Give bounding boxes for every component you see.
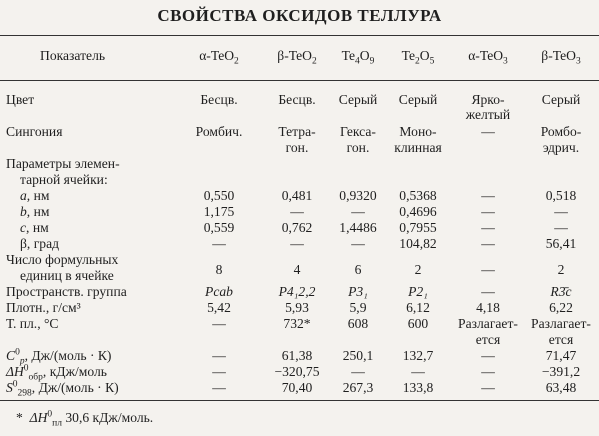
row-label-formula-units-2: единиц в ячейке bbox=[20, 268, 114, 283]
cell: Ярко- bbox=[471, 92, 505, 107]
cell: — bbox=[481, 284, 495, 299]
cell: Бесцв. bbox=[200, 92, 238, 107]
cell: — bbox=[481, 364, 495, 379]
cell: −391,2 bbox=[541, 364, 581, 379]
table-title: СВОЙСТВА ОКСИДОВ ТЕЛЛУРА bbox=[157, 6, 442, 25]
row-label-cell-params-2: тарной ячейки: bbox=[20, 172, 108, 187]
cell: 104,82 bbox=[399, 236, 437, 251]
row-label-c: c, нм bbox=[20, 220, 49, 235]
cell: R3̄c bbox=[550, 284, 572, 299]
cell: Серый bbox=[541, 92, 581, 107]
cell: клинная bbox=[394, 140, 442, 155]
cell: 0,559 bbox=[203, 220, 235, 235]
cell: гон. bbox=[346, 140, 370, 155]
header-col-alpha-teo2: α-TeO$_2$ bbox=[199, 48, 239, 67]
cell: P3₁ bbox=[348, 284, 368, 299]
cell: 0,550 bbox=[203, 188, 235, 203]
cell: — bbox=[351, 204, 365, 219]
cell: P2₁ bbox=[408, 284, 428, 299]
cell: 0,5368 bbox=[399, 188, 437, 203]
cell: — bbox=[481, 380, 495, 395]
cell: 0,7955 bbox=[399, 220, 437, 235]
footnote: * $\Delta H^0_{пл}$ 30,6 кДж/моль. bbox=[16, 409, 154, 429]
cell: 61,38 bbox=[281, 348, 313, 363]
cell: 0,481 bbox=[281, 188, 313, 203]
header-param: Показатель bbox=[40, 48, 106, 63]
cell: 56,41 bbox=[545, 236, 577, 251]
row-label-s298: $S^0_{298}$, Дж/(моль · К) bbox=[6, 379, 119, 399]
header-rule bbox=[0, 80, 599, 81]
cell: 2 bbox=[557, 262, 565, 277]
cell: P4₁2,2 bbox=[278, 284, 316, 299]
cell: — bbox=[290, 204, 304, 219]
cell: 6,22 bbox=[549, 300, 573, 315]
cell: — bbox=[351, 364, 365, 379]
cell: 267,3 bbox=[342, 380, 374, 395]
cell: Моно- bbox=[399, 124, 437, 139]
header-col-te4o9: $Te_4O_9$ bbox=[341, 48, 375, 67]
cell: — bbox=[351, 236, 365, 251]
cell: — bbox=[212, 316, 226, 331]
row-label-melting: Т. пл., °С bbox=[6, 316, 59, 331]
row-label-cp: $C^0_p$, Дж/(моль · К) bbox=[6, 347, 112, 367]
cell: 4,18 bbox=[476, 300, 500, 315]
cell: 2 bbox=[414, 262, 422, 277]
header-col-te2o5: $Te_2O_5$ bbox=[401, 48, 435, 67]
cell: 0,518 bbox=[545, 188, 577, 203]
cell: 133,8 bbox=[402, 380, 434, 395]
row-label-syngony: Сингония bbox=[6, 124, 63, 139]
cell: эдрич. bbox=[542, 140, 580, 155]
cell: — bbox=[481, 204, 495, 219]
row-label-b: b, нм bbox=[20, 204, 50, 219]
cell: 250,1 bbox=[342, 348, 374, 363]
cell: 0,4696 bbox=[399, 204, 437, 219]
header-col-alpha-teo3: α-TeO$_3$ bbox=[468, 48, 508, 67]
cell: 5,93 bbox=[285, 300, 309, 315]
cell: — bbox=[481, 262, 495, 277]
row-label-formula-units: Число формульных bbox=[6, 252, 119, 267]
cell: 1,175 bbox=[203, 204, 235, 219]
cell: Гекса- bbox=[340, 124, 376, 139]
row-label-a: a, нм bbox=[20, 188, 50, 203]
cell: 6 bbox=[354, 262, 362, 277]
cell: — bbox=[481, 220, 495, 235]
cell: ется bbox=[475, 332, 501, 347]
header-col-beta-teo3: β-TeO$_3$ bbox=[541, 48, 581, 67]
cell: — bbox=[411, 364, 425, 379]
cell: 63,48 bbox=[545, 380, 577, 395]
row-label-beta: β, град bbox=[20, 236, 60, 251]
cell: Ромбо- bbox=[540, 124, 582, 139]
cell: 132,7 bbox=[402, 348, 434, 363]
bottom-rule bbox=[0, 400, 599, 401]
cell: 0,762 bbox=[281, 220, 313, 235]
cell: 732* bbox=[283, 316, 311, 331]
cell: 4 bbox=[293, 262, 301, 277]
cell: — bbox=[290, 236, 304, 251]
cell: — bbox=[481, 348, 495, 363]
cell: Тетра- bbox=[278, 124, 316, 139]
cell: — bbox=[212, 380, 226, 395]
cell: Разлагает- bbox=[458, 316, 518, 331]
cell: ется bbox=[548, 332, 574, 347]
cell: Pcab bbox=[205, 284, 233, 299]
cell: 8 bbox=[215, 262, 223, 277]
cell: −320,75 bbox=[274, 364, 320, 379]
cell: Серый bbox=[398, 92, 438, 107]
cell: 0,9320 bbox=[339, 188, 377, 203]
cell: 1,4486 bbox=[339, 220, 377, 235]
cell: Ромбич. bbox=[195, 124, 243, 139]
header-col-beta-teo2: β-TeO$_2$ bbox=[277, 48, 317, 67]
cell: — bbox=[554, 220, 568, 235]
row-label-color: Цвет bbox=[6, 92, 35, 107]
cell: 6,12 bbox=[406, 300, 430, 315]
cell: — bbox=[481, 236, 495, 251]
cell: 600 bbox=[407, 316, 429, 331]
cell: — bbox=[481, 124, 495, 139]
row-label-cell-params: Параметры элемен- bbox=[6, 156, 120, 171]
cell: — bbox=[554, 204, 568, 219]
cell: желтый bbox=[465, 107, 511, 122]
cell: Бесцв. bbox=[278, 92, 316, 107]
cell: Разлагает- bbox=[531, 316, 591, 331]
cell: Серый bbox=[338, 92, 378, 107]
cell: — bbox=[212, 236, 226, 251]
cell: — bbox=[212, 364, 226, 379]
row-label-dh: $\Delta H^0_{обр}$, кДж/моль bbox=[6, 363, 107, 383]
cell: гон. bbox=[285, 140, 309, 155]
cell: 71,47 bbox=[545, 348, 577, 363]
cell: — bbox=[481, 188, 495, 203]
cell: — bbox=[212, 348, 226, 363]
cell: 5,9 bbox=[349, 300, 367, 315]
row-label-density: Плотн., г/см³ bbox=[6, 300, 81, 315]
cell: 5,42 bbox=[207, 300, 231, 315]
cell: 608 bbox=[347, 316, 369, 331]
cell: 70,40 bbox=[281, 380, 313, 395]
top-rule bbox=[0, 35, 599, 36]
row-label-space-group: Пространств. группа bbox=[6, 284, 127, 299]
